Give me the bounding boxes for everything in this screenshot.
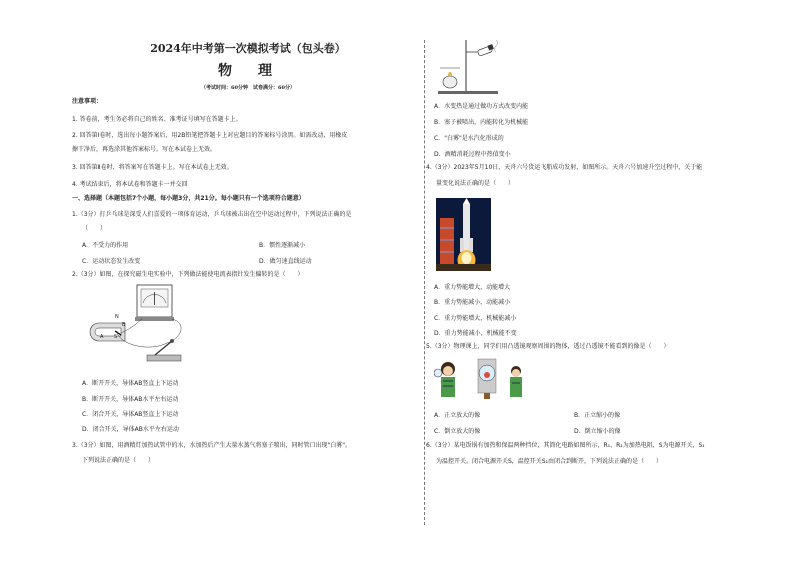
note-item: 擦干净后，再选涂其他答案标号。写在本试卷上无效。 — [72, 146, 217, 153]
q2-label-s: S — [114, 334, 118, 340]
note-item: 3. 回答第Ⅱ卷时，将答案写在答题卡上。写在本试卷上无效。 — [72, 164, 233, 171]
q5-option-c: C．倒立放大的像 — [434, 428, 481, 435]
q6-stem: 6.（3分）某电饭锅有加热和保温两种挡位，其简化电路如图所示，R₁、R₂为加热电阻，S为电源开关，S₁ — [426, 442, 705, 449]
q5-option-b: B．正立缩小的像 — [574, 412, 621, 419]
section-heading: 一、选择题（本题包括7个小题，每小题3分，共21分。每小题只有一个选项符合题意） — [72, 195, 305, 202]
q1-option-d: D．做匀速直线运动 — [259, 258, 312, 265]
q3-option-d: D．酒精消耗过程中热值变小 — [434, 151, 511, 158]
q3-stem: 3.（3分）如图，用酒精灯加热试管中的水，水加热后产生大量水蒸气将塞子喷出，同时管口出现"白雾"。 — [72, 442, 352, 449]
q4-option-b: B．重力势能减小，动能减小 — [434, 299, 511, 306]
q3-stem-2: 下列说法正确的是（ ） — [82, 457, 155, 464]
q1-option-b: B．惯性逐渐减小 — [259, 242, 306, 249]
q4-stem-2: 量变化说法正确的是（ ） — [436, 180, 515, 187]
q4-option-a: A．重力势能增大，动能增大 — [434, 284, 511, 291]
q2-label-a: A — [100, 334, 104, 340]
q6-stem-2: 为温控开关。闭合电源开关S，温控开关S₁由闭合到断开，下列说法正确的是（ ） — [436, 458, 663, 465]
notes-heading: 注意事项： — [72, 98, 103, 105]
q3-option-b: B．塞子被喷出，内能转化为机械能 — [434, 119, 529, 126]
q4-option-c: C．重力势能增大，机械能减小 — [434, 315, 517, 322]
q3-figure — [434, 38, 504, 96]
q4-stem: 4.（3分）2023年5月10日，天舟六号货运飞船成功发射，如图所示。天舟六号加速升空过程中，关于能 — [426, 164, 703, 171]
q5-option-a: A．正立放大的像 — [434, 412, 481, 419]
subject-title: 物 理 — [218, 63, 278, 79]
note-item: 4. 考试结束后，将本试卷和答题卡一并交回 — [72, 181, 188, 188]
q2-option-d: D．闭合开关，导体AB水平左右运动 — [82, 426, 179, 433]
q5-option-d: D．倒立缩小的像 — [574, 428, 621, 435]
exam-title: 2024年中考第一次模拟考试（包头卷） — [150, 42, 346, 55]
q4-rocket-photo — [436, 198, 491, 271]
q5-figure — [434, 355, 534, 403]
q2-label-n: N — [115, 314, 119, 320]
q1-option-c: C．运动状态发生改变 — [82, 258, 141, 265]
note-item: 2. 回答第Ⅰ卷时，选出每小题答案后，用2B铅笔把答题卡上对应题目的答案标号涂黑。如需改动，用橡皮 — [72, 132, 348, 139]
q2-option-a: A．断开开关，导体AB竖直上下运动 — [82, 380, 179, 387]
time-info: （考试时间：60分钟 试卷满分：60分） — [201, 85, 295, 91]
q2-option-c: C．闭合开关，导体AB竖直上下运动 — [82, 411, 179, 418]
q1-option-a: A．不受力的作用 — [82, 242, 129, 249]
q1-stem-paren: （ ） — [82, 225, 107, 232]
q5-stem: 5.（3分）物理课上，同学们用凸透镜观察周围的物体，透过凸透镜不能看到的像是（ ） — [426, 343, 670, 350]
q4-option-d: D．重力势能减小，机械能不变 — [434, 330, 517, 337]
q2-option-b: B．断开开关，导体AB水平左右运动 — [82, 396, 179, 403]
q3-option-c: C．"白雾"是水汽化形成的 — [434, 135, 504, 142]
column-divider — [424, 40, 425, 525]
q3-option-a: A．水变热是通过做功方式改变内能 — [434, 103, 529, 110]
note-item: 1. 答卷前，考生务必将自己的姓名、准考证号填写在答题卡上。 — [72, 116, 242, 123]
q2-label-b: B — [122, 322, 126, 328]
q1-stem: 1.（3分）打乒乓球是深受人们喜爱的一项体育运动，乒乓球被击出在空中运动过程中，下列说法正确的是 — [72, 211, 352, 218]
q2-figure — [87, 283, 197, 373]
q2-stem: 2.（3分）如图，在探究磁生电实验中，下列做法能使电流表指针发生偏转的是（ ） — [72, 271, 304, 278]
